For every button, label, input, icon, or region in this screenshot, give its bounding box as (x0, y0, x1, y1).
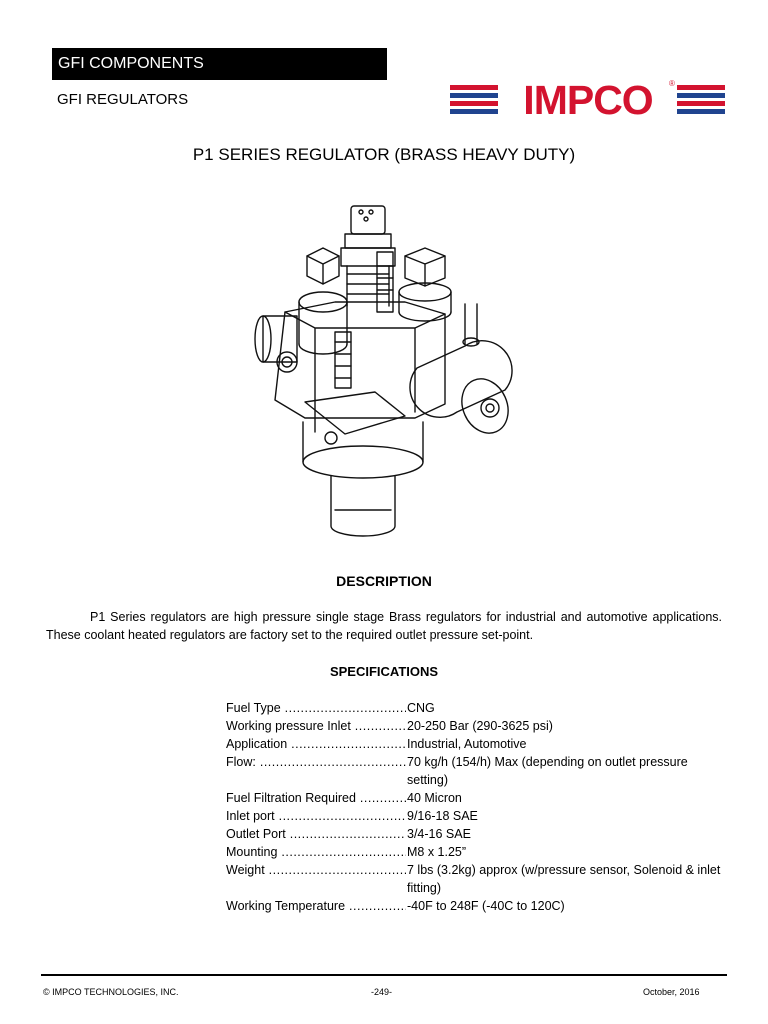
spec-value: 20-250 Bar (290-3625 psi) (407, 719, 553, 733)
footer-divider (41, 974, 727, 976)
spec-label: Inlet port ..... (226, 807, 406, 825)
spec-value: M8 x 1.25” (407, 845, 467, 859)
spec-value: 9/16-18 SAE (407, 809, 478, 823)
footer-date: October, 2016 (643, 987, 700, 997)
page-title: P1 SERIES REGULATOR (BRASS HEAVY DUTY) (192, 145, 576, 164)
spec-label: Mounting ..... (226, 843, 406, 861)
description-text (46, 608, 722, 644)
registered-mark: ® (669, 79, 675, 88)
spec-row (226, 825, 726, 843)
spec-row (226, 699, 726, 717)
footer-page-number: -249- (371, 987, 393, 997)
specifications-list (226, 699, 726, 915)
spec-row (226, 861, 726, 897)
spec-row (226, 843, 726, 861)
regulator-illustration (245, 192, 520, 544)
spec-row (226, 897, 726, 915)
spec-row (226, 717, 726, 735)
spec-label: Working pressure Inlet ..... (226, 717, 406, 735)
subsection-heading: GFI REGULATORS (57, 91, 189, 108)
logo-wordmark: IMPCO (523, 77, 653, 123)
spec-value: Industrial, Automotive (407, 737, 527, 751)
spec-label: Fuel Filtration Required ..... (226, 789, 406, 807)
spec-value: 3/4-16 SAE (407, 827, 471, 841)
spec-label: Flow: ..... (226, 753, 406, 789)
footer-copyright: © IMPCO TECHNOLOGIES, INC. (43, 987, 179, 997)
spec-row (226, 807, 726, 825)
specifications-heading: SPECIFICATIONS (329, 664, 439, 679)
spec-row (226, 789, 726, 807)
logo-stripes-left (450, 85, 498, 115)
spec-value: -40F to 248F (-40C to 120C) (407, 899, 565, 913)
description-heading: DESCRIPTION (336, 573, 432, 589)
description-paragraph: P1 Series regulators are high pressure single stage Brass regulators for industrial and automotive applications. These coolant heated regulators are factory set to the required outlet pressure set-point. (46, 610, 722, 642)
spec-value: 70 kg/h (154/h) Max (depending on outlet pressure setting) (407, 755, 688, 787)
spec-row (226, 735, 726, 753)
logo-stripes-right (677, 85, 725, 115)
spec-label: Application ..... (226, 735, 406, 753)
impco-logo (450, 78, 725, 122)
spec-row (226, 753, 726, 789)
spec-value: 40 Micron (407, 791, 462, 805)
spec-value: 7 lbs (3.2kg) approx (w/pressure sensor, Solenoid & inlet fitting) (407, 863, 721, 895)
spec-label: Fuel Type ..... (226, 699, 406, 717)
spec-label: Outlet Port ..... (226, 825, 406, 843)
spec-label: Working Temperature ..... (226, 897, 406, 915)
spec-value: CNG (407, 701, 435, 715)
spec-label: Weight ..... (226, 861, 406, 897)
section-header-bar: GFI COMPONENTS (52, 48, 387, 80)
